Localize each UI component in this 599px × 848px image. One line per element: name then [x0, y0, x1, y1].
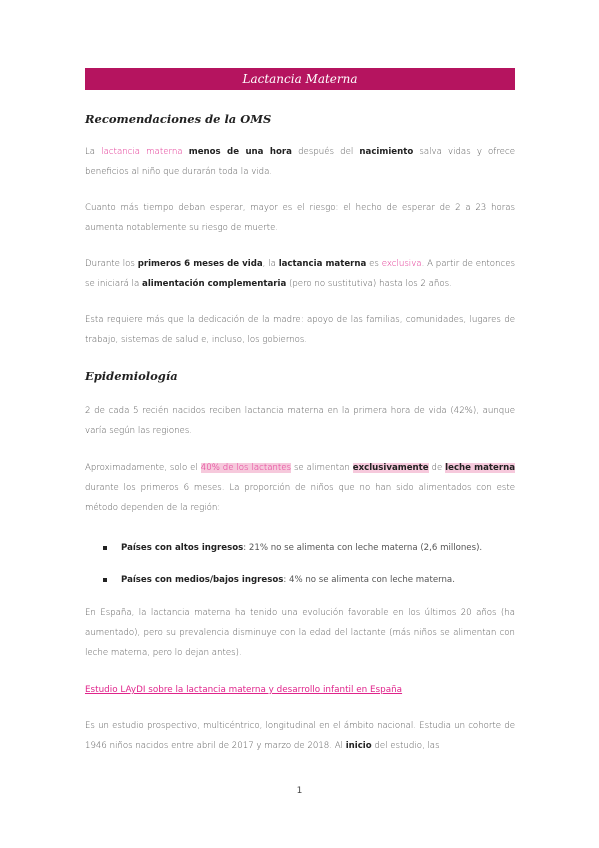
document-page: Lactancia Materna Recomendaciones de la OMS La lactancia materna menos de una hora después del nacimiento salva vidas y ofrece beneficios al niño que durarán toda la vida. Cuanto más tiempo deban esperar, mayor es el riesgo: el hecho de esperar de 2 a 23 horas aumenta notablemente su riesgo de muerte. Durante los primeros 6 meses de vida, la lactancia materna es exclusiva. A partir de entonces se iniciará la alimentación complementaria (pero no sustitutiva) hasta los 2 años. Esta requiere más que la dedicación de la madre: apoyo de las familias, comunidades, lugares de trabajo, sistemas de salud e, incluso, los gobiernos. Epidemiología 2 de cada 5 recién nacidos reciben lactancia materna en la primera hora de vida (42%), aunque varía según las regiones. Aproximadamente, solo el 40% de los lactantes se alimentan exclusivamente de leche materna durante los primeros 6 meses. La proporción de niños que no han sido alimentados con este método dependen de la región: Países con altos ingresos: 21% no se alimenta con leche materna (2,6 millones). Países con medios/bajos ingresos: 4% no se alimenta con leche materna. En España, la lactancia materna ha tenido una evolución favorable en los últimos 20 años (ha aumentado), pero su prevalencia disminuye con la edad del lactante (más niños se alimentan con leche materna, pero lo dejan antes). Estudio LAyDI sobre la lactancia materna y desarrollo infantil en España Es un estudio prospectivo, multicéntrico, longitudinal en el ámbito nacional. Estudia un cohorte de 1946 niños nacidos entre abril de 2017 y marzo de 2018. Al inicio del estudio, las 1	[0, 0, 599, 848]
bullet-icon	[103, 578, 107, 582]
paragraph-oms-2: Cuanto más tiempo deban esperar, mayor es el riesgo: el hecho de esperar de 2 a 23 horas aumenta notablemente su riesgo de muerte.	[85, 203, 515, 233]
paragraph-epi-4: Es un estudio prospectivo, multicéntrico, longitudinal en el ámbito nacional. Estudia un cohorte de 1946 niños nacidos entre abril de 2017 y marzo de 2018. Al inicio del estudio, las	[85, 721, 515, 751]
paragraph-epi-2: Aproximadamente, solo el 40% de los lactantes se alimentan exclusivamente de leche materna durante los primeros 6 meses. La proporción de niños que no han sido alimentados con este método dependen de la región:	[85, 463, 515, 513]
subheading-laydi: Estudio LAyDI sobre la lactancia materna y desarrollo infantil en España	[85, 685, 403, 695]
page-number: 1	[296, 786, 303, 796]
paragraph-epi-3: En España, la lactancia materna ha tenido una evolución favorable en los últimos 20 años (ha aumentado), pero su prevalencia disminuye con la edad del lactante (más niños se alimentan con leche materna, pero lo dejan antes).	[85, 608, 515, 658]
document-title: Lactancia Materna	[85, 68, 515, 90]
section-heading-oms: Recomendaciones de la OMS	[85, 112, 272, 126]
bullet-icon	[103, 546, 107, 550]
section-heading-epidemiologia: Epidemiología	[85, 369, 178, 383]
paragraph-oms-1: La lactancia materna menos de una hora después del nacimiento salva vidas y ofrece beneficios al niño que durarán toda la vida.	[85, 147, 515, 177]
paragraph-oms-4: Esta requiere más que la dedicación de la madre: apoyo de las familias, comunidades, lugares de trabajo, sistemas de salud e, incluso, los gobiernos.	[85, 315, 515, 345]
paragraph-epi-1: 2 de cada 5 recién nacidos reciben lactancia materna en la primera hora de vida (42%), aunque varía según las regiones.	[85, 406, 515, 436]
paragraph-oms-3: Durante los primeros 6 meses de vida, la lactancia materna es exclusiva. A partir de entonces se iniciará la alimentación complementaria (pero no sustitutiva) hasta los 2 años.	[85, 259, 515, 289]
